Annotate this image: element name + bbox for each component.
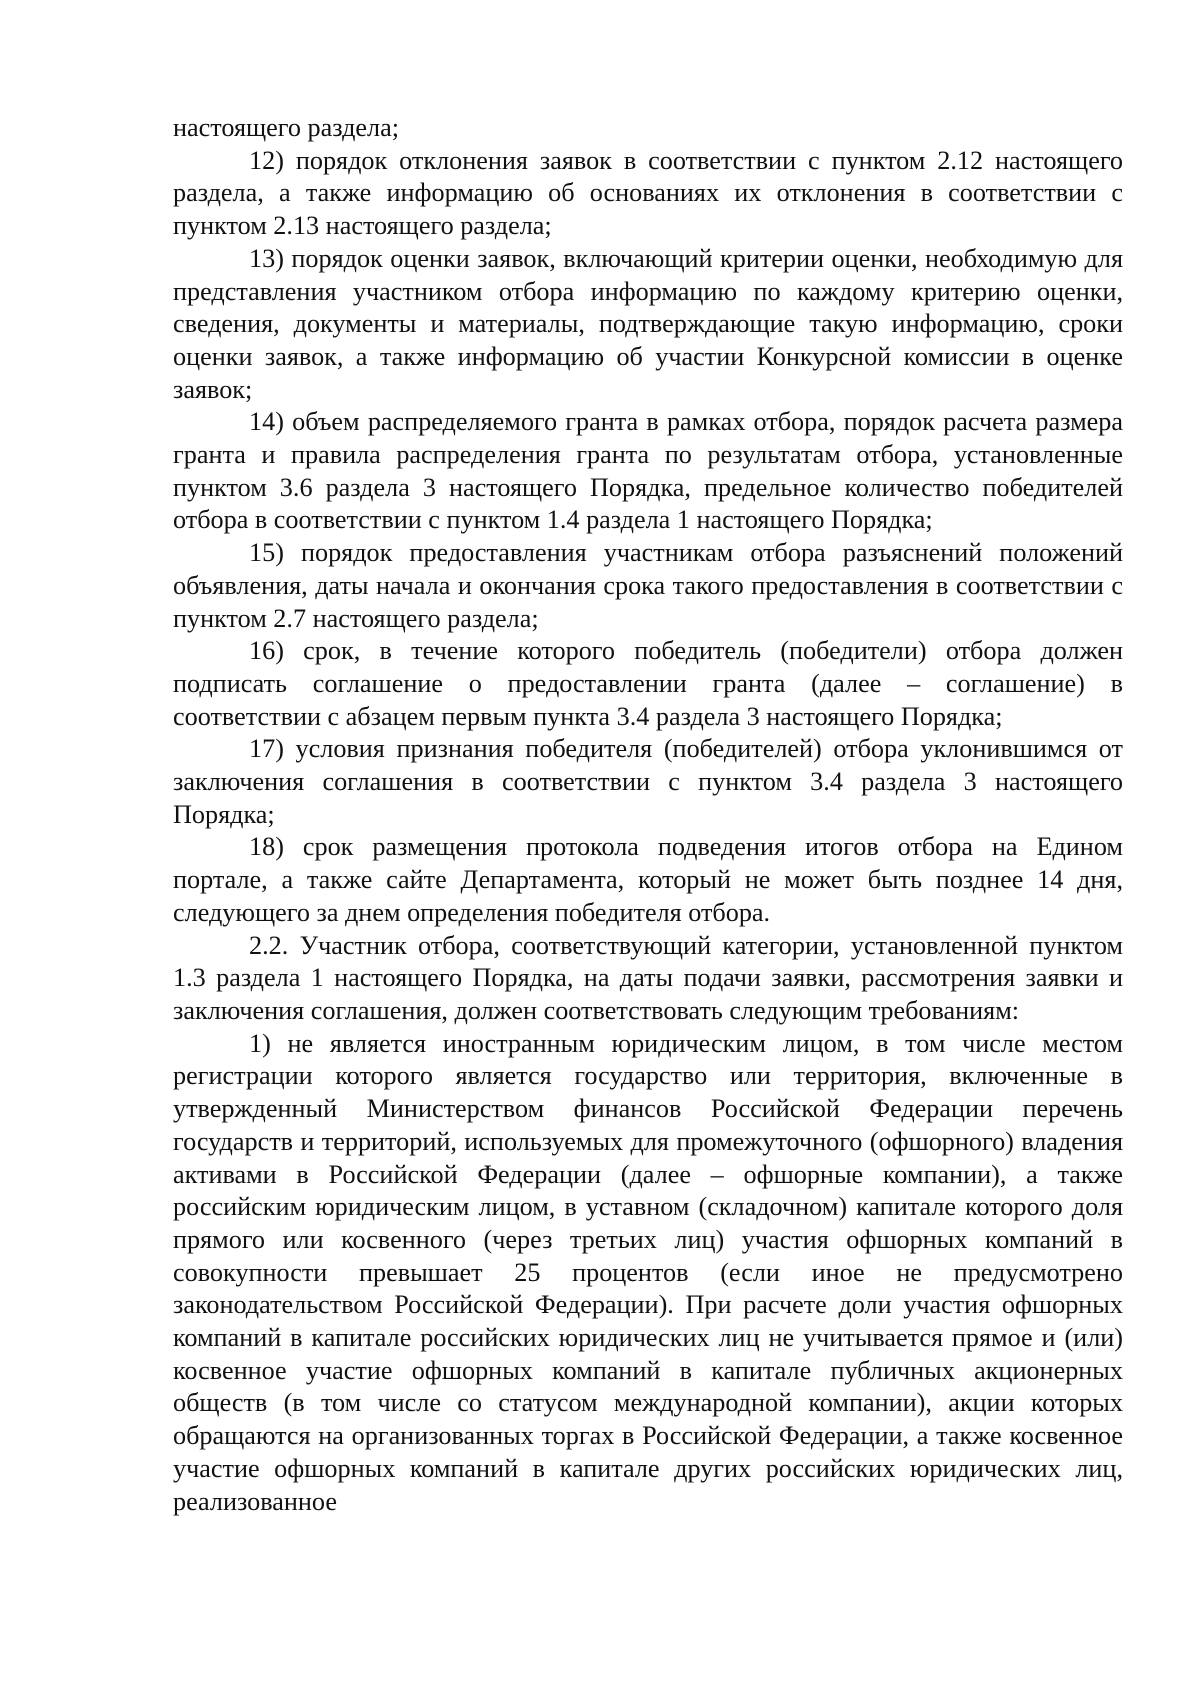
paragraph-continuation: настоящего раздела; — [173, 113, 400, 142]
paragraph-section-2-2: 2.2. Участник отбора, соответствующий категории, установленной пунктом 1.3 раздела 1 настоящего Порядка, на даты подачи заявки, рассмотрения заявки и заключения соглашения, должен соответствовать следующим требованиям: — [173, 930, 1123, 1025]
paragraph-item-13: 13) порядок оценки заявок, включающий критерии оценки, необходимую для представления участником отбора информацию по каждому критерию оценки, сведения, документы и материалы, подтверждающие такую информацию, сроки оценки заявок, а также информацию об участии Конкурсной комиссии в оценке заявок; — [173, 243, 1123, 404]
document-body — [173, 112, 1123, 1518]
paragraph-item-18: 18) срок размещения протокола подведения итогов отбора на Едином портале, а также сайте Департамента, который не может быть позднее 14 дня, следующего за днем определения победителя отбора. — [173, 832, 1123, 927]
paragraph-item-14: 14) объем распределяемого гранта в рамках отбора, порядок расчета размера гранта и правила распределения гранта по результатам отбора, установленные пунктом 3.6 раздела 3 настоящего Порядка, предельное количество победителей отбора в соответствии с пунктом 1.4 раздела 1 настоящего Порядка; — [173, 407, 1123, 535]
paragraph-item-15: 15) порядок предоставления участникам отбора разъяснений положений объявления, даты начала и окончания срока такого предоставления в соответствии с пунктом 2.7 настоящего раздела; — [173, 538, 1123, 633]
paragraph-item-16: 16) срок, в течение которого победитель (победители) отбора должен подписать соглашение о предоставлении гранта (далее – соглашение) в соответствии с абзацем первым пункта 3.4 раздела 3 настоящего Порядка; — [173, 636, 1123, 731]
paragraph-requirement-1: 1) не является иностранным юридическим лицом, в том числе местом регистрации которого является государство или территория, включенные в утвержденный Министерством финансов Российской Федерации перечень государств и территорий, используемых для промежуточного (офшорного) владения активами в Российской Федерации (далее – офшорные компании), а также российским юридическим лицом, в уставном (складочном) капитале которого доля прямого или косвенного (через третьих лиц) участия офшорных компаний в совокупности превышает 25 процентов (если иное не предусмотрено законодательством Российской Федерации). При расчете доли участия офшорных компаний в капитале российских юридических лиц не учитывается прямое и (или) косвенное участие офшорных компаний в капитале публичных акционерных обществ (в том числе со статусом международной компании), акции которых обращаются на организованных торгах в Российской Федерации, а также косвенное участие офшорных компаний в капитале других российских юридических лиц, реализованное — [173, 1028, 1123, 1516]
paragraph-item-12: 12) порядок отклонения заявок в соответствии с пунктом 2.12 настоящего раздела, а также информацию об основаниях их отклонения в соответствии с пунктом 2.13 настоящего раздела; — [173, 145, 1123, 241]
paragraph-item-17: 17) условия признания победителя (победителей) отбора уклонившимся от заключения соглашения в соответствии с пунктом 3.4 раздела 3 настоящего Порядка; — [173, 734, 1123, 829]
